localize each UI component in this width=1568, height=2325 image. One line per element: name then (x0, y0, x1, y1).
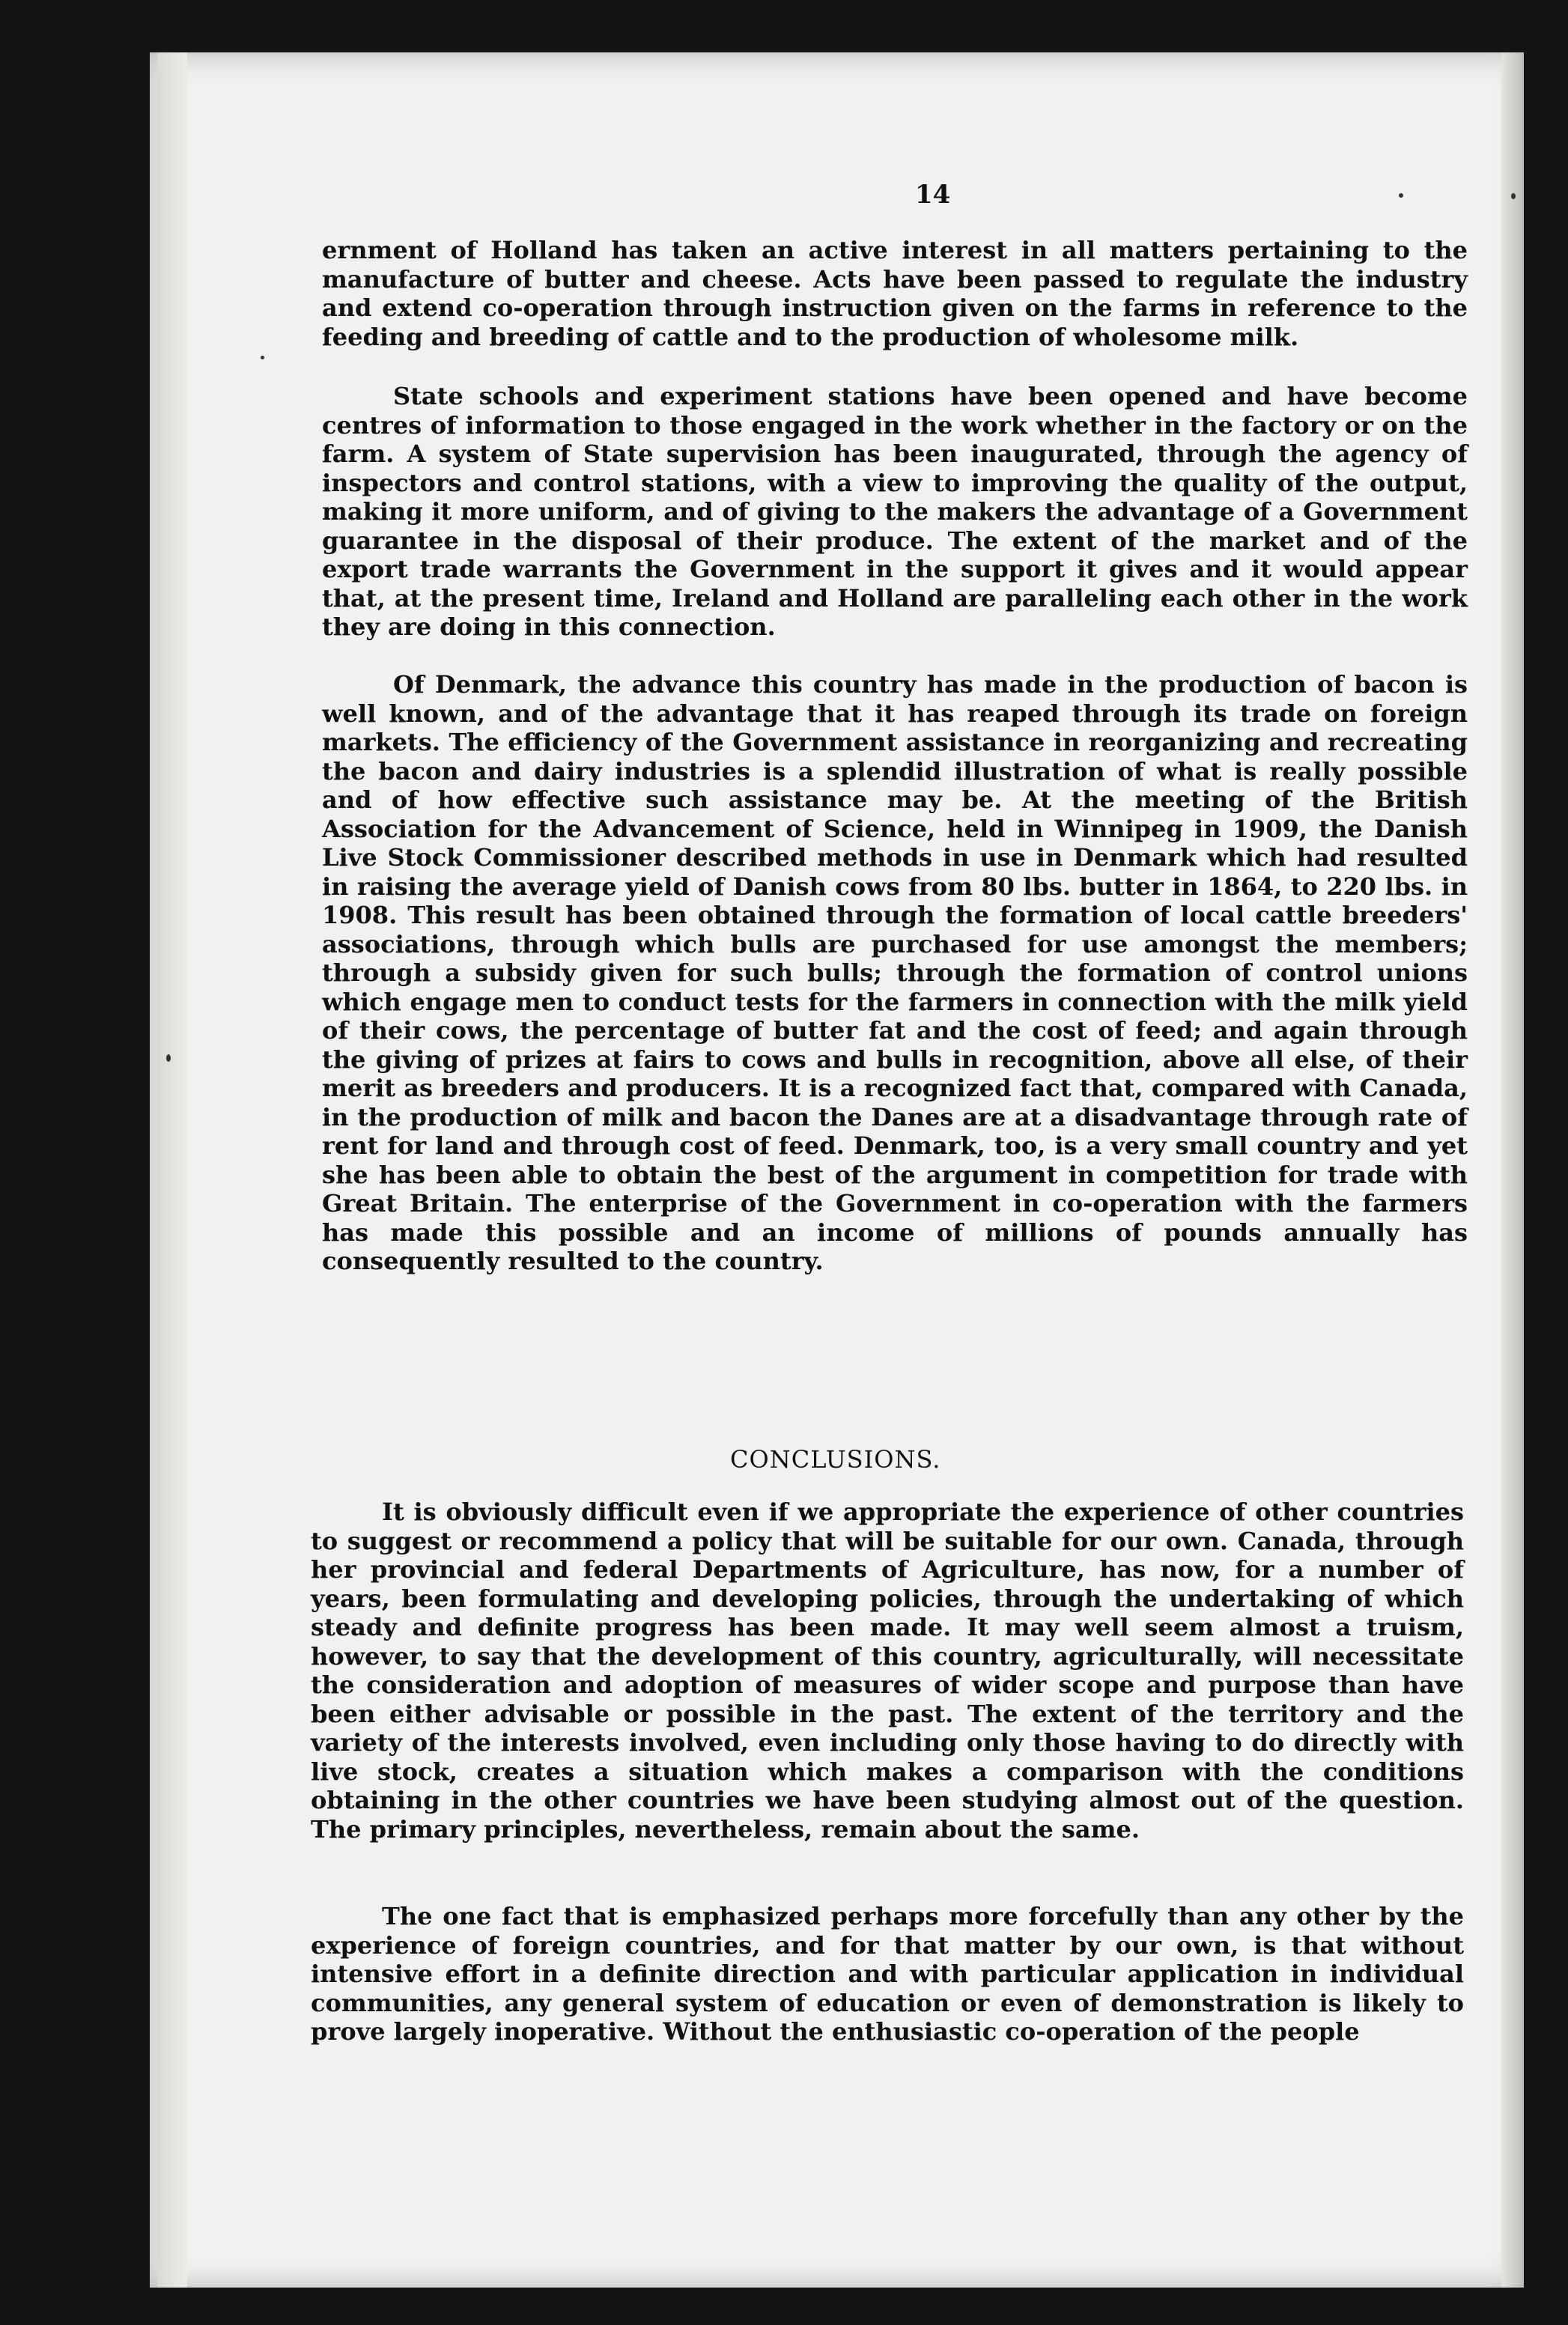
dust-speck (261, 356, 264, 359)
paragraph-conclusions-1: It is obviously difficult even if we appropriate the experience of other countries to suggest or recommend a policy that will be suitable for our own. Canada, through her provincial and federal Departments of Agriculture, has now, for a number of years, been formulating and developing policies, through the undertaking of which steady and definite progress has been made. It may well seem almost a truism, however, to say that the development of this country, agriculturally, will necessitate the consideration and adoption of measures of wider scope and purpose than have been either advisable or possible in the past. The extent of the territory and the variety of the interests involved, even including only those having to do directly with live stock, creates a situation which makes a comparison with the conditions obtaining in the other countries we have been studying almost out of the question. The primary principles, nevertheless, remain about the same. (311, 1498, 1464, 1844)
page-left-edge (157, 52, 187, 2288)
dust-speck (1399, 193, 1403, 198)
paragraph-conclusions-2: The one fact that is emphasized perhaps more forcefully than any other by the experience of foreign countries, and for that matter by our own, is that without intensive effort in a definite direction and with particular application in individual communities, any general system of education or even of demonstration is likely to prove largely inoperative. Without the enthusiastic co-operation of the people (311, 1902, 1464, 2046)
page-number: 14 (915, 180, 951, 210)
paragraph-holland-continued: ernment of Holland has taken an active interest in all matters pertaining to the manufacture of butter and cheese. Acts have been passed to regulate the industry and extend co-operation through instruction given on the farms in reference to the feeding and breeding of cattle and to the production of wholesome milk. (322, 236, 1468, 351)
paragraph-state-schools: State schools and experiment stations have been opened and have become centres of information to those engaged in the work whether in the factory or on the farm. A system of State supervision has been inaugurated, through the agency of inspectors and control stations, with a view to improving the quality of the output, making it more uniform, and of giving to the makers the advantage of a Government guarantee in the disposal of their produce. The extent of the market and of the export trade warrants the Government in the support it gives and it would appear that, at the present time, Ireland and Holland are paralleling each other in the work they are doing in this connection. (322, 382, 1468, 641)
dust-speck (166, 1054, 171, 1062)
paragraph-denmark: Of Denmark, the advance this country has made in the production of bacon is well known, and of the advantage that it has reaped through its trade on foreign markets. The efficiency of the Government assistance in reorganizing and recreating the bacon and dairy industries is a splendid illustration of what is really possible and of how effective such assistance may be. At the meeting of the British Association for the Advancement of Science, held in Winnipeg in 1909, the Danish Live Stock Commissioner described methods in use in Denmark which had resulted in raising the average yield of Danish cows from 80 lbs. butter in 1864, to 220 lbs. in 1908. This result has been obtained through the formation of local cattle breeders' associations, through which bulls are purchased for use amongst the members; through a subsidy given for such bulls; through the formation of control unions which engage men to conduct tests for the farmers in connection with the milk yield of their cows, the percentage of butter fat and the cost of feed; and again through the giving of prizes at fairs to cows and bulls in recognition, above all else, of their merit as breeders and producers. It is a recognized fact that, compared with Canada, in the production of milk and bacon the Danes are at a disadvantage through rate of rent for land and through cost of feed. Denmark, too, is a very small country and yet she has been able to obtain the best of the argument in competition for trade with Great Britain. The enterprise of the Government in co-operation with the farmers has made this possible and an income of millions of pounds annually has consequently resulted to the country. (322, 670, 1468, 1275)
dust-speck (1511, 193, 1516, 199)
page-right-edge (1501, 52, 1524, 2288)
section-heading-conclusions: CONCLUSIONS. (730, 1445, 941, 1474)
